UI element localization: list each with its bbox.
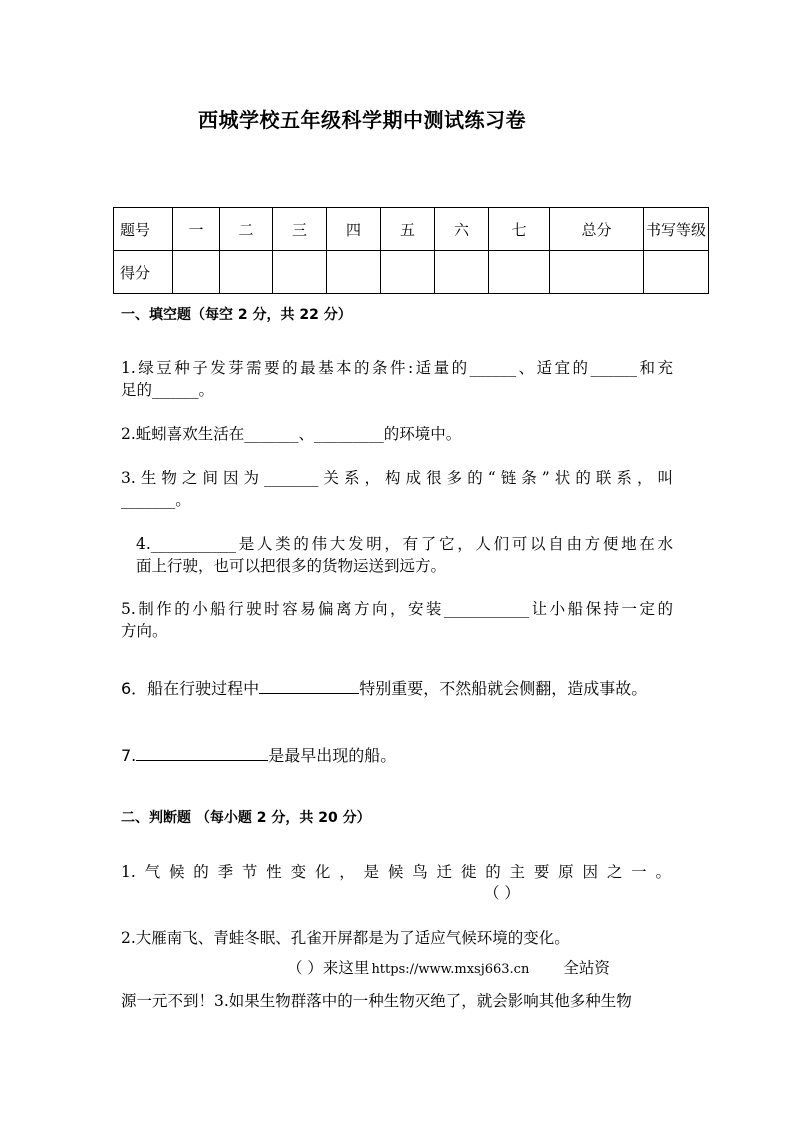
question-text: 7. [121,746,137,765]
question-line: 1.绿豆种子发芽需要的最基本的条件:适量的______、适宜的______和充 [121,359,673,377]
question-line: 面上行驶，也可以把很多的货物运送到远方。 [136,557,447,575]
table-cell: 七 [489,208,550,251]
table-row [114,208,709,251]
question-4 [136,533,673,577]
table-cell: 总分 [550,208,644,251]
question-line: 4.___________是人类的伟大发明，有了它，人们可以自由方便地在水 [136,535,673,553]
score-cell[interactable] [644,251,709,294]
table-row [114,251,709,294]
question-line: 1.气候的季节性变化，是候鸟迁徙的主要原因之一。 [121,863,671,881]
score-cell[interactable] [489,251,550,294]
judge-question-3: 源一元不到！3.如果生物群落中的一种生物灭绝了，就会影响其他多种生物 [121,992,632,1010]
watermark-url[interactable]: https://www.mxsj663.cn [371,962,530,977]
score-cell[interactable] [173,251,220,294]
section-heading: 一、填空题（每空 2 分，共 22 分） [121,307,352,323]
question-line: _______。 [121,491,191,509]
score-cell[interactable] [381,251,435,294]
question-7 [121,743,396,766]
answer-blank[interactable] [136,744,268,761]
judge-question-2: 2.大雁南飞、青蛙冬眠、孔雀开屏都是为了适应气候环境的变化。 [121,929,570,947]
document-title: 西城学校五年级科学期中测试练习卷 [198,108,526,132]
question-text: 全站资 [563,959,610,977]
table-cell: 题号 [114,208,173,251]
table-cell: 书写等级 [644,208,709,251]
question-5 [121,598,673,642]
answer-blank[interactable] [259,677,359,694]
judge-question-1 [121,861,671,883]
table-cell: 一 [173,208,220,251]
table-cell: 五 [381,208,435,251]
question-line: 3.生物之间因为_______关系，构成很多的“链条”状的联系，叫 [121,469,673,487]
question-line: 方向。 [121,622,168,640]
answer-paren[interactable]: （ ）来这里 [287,959,370,977]
score-cell[interactable] [435,251,489,294]
table-cell: 得分 [114,251,173,294]
question-line: 5.制作的小船行驶时容易偏离方向，安装___________让小船保持一定的 [121,600,673,618]
score-cell[interactable] [327,251,381,294]
table-cell: 六 [435,208,489,251]
table-cell: 二 [220,208,273,251]
score-cell[interactable] [273,251,327,294]
score-table [113,207,709,294]
answer-paren[interactable]: （ ） [484,884,520,902]
question-text: 6．船在行驶过程中 [121,679,260,698]
score-cell[interactable] [550,251,644,294]
question-text: 特别重要，不然船就会侧翻，造成事故。 [359,679,648,698]
table-cell: 三 [273,208,327,251]
section-heading: 二、判断题 （每小题 2 分，共 20 分） [121,810,371,826]
table-cell: 四 [327,208,381,251]
question-line: 足的______。 [121,381,215,399]
score-cell[interactable] [220,251,273,294]
question-1 [121,357,673,401]
question-2: 2.蚯蚓喜欢生活在_______、_________的环境中。 [121,425,462,443]
question-6 [121,676,647,699]
question-3 [121,467,673,511]
answer-paren-line [287,957,610,981]
question-text: 是最早出现的船。 [268,746,397,765]
